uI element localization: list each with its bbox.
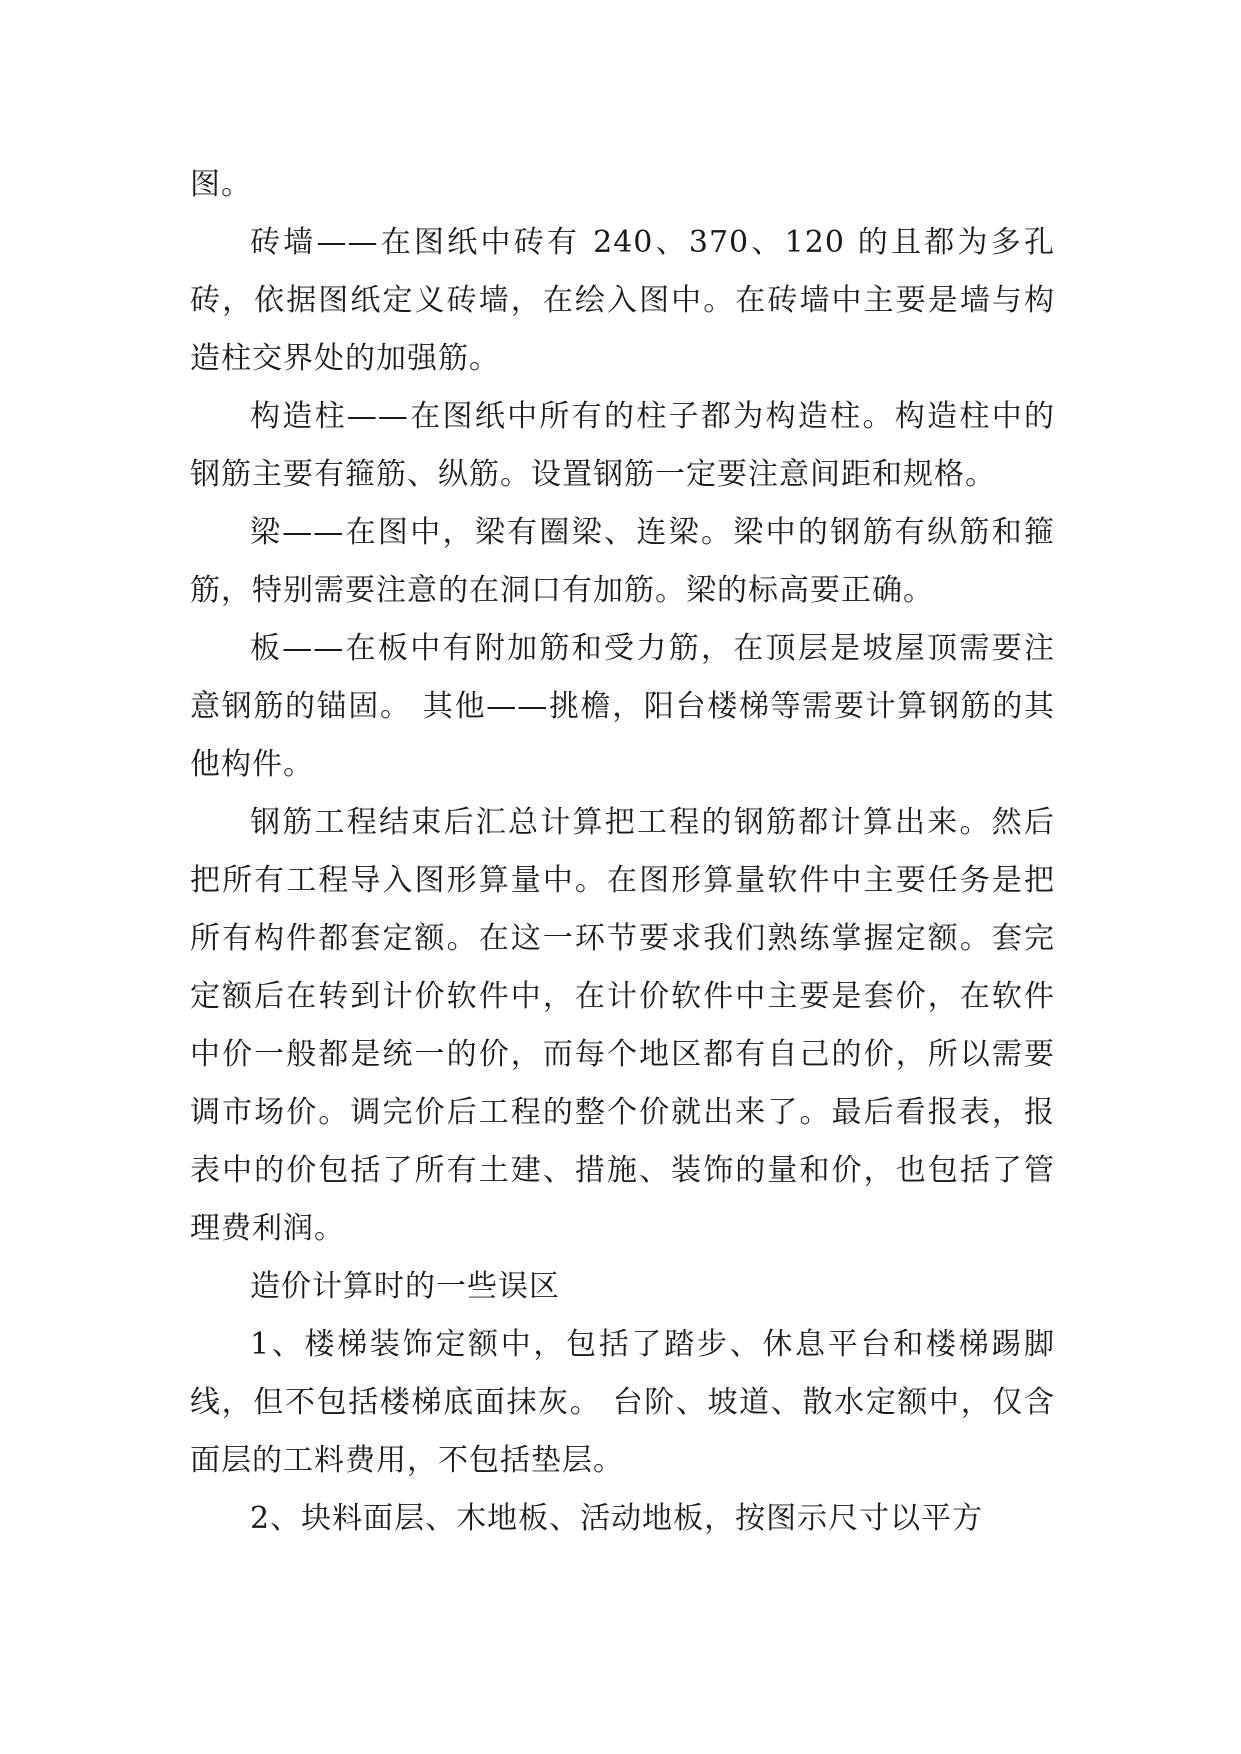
paragraph-rebar-summary: 钢筋工程结束后汇总计算把工程的钢筋都计算出来。然后把所有工程导入图形算量中。在图形算量软件中主要任务是把所有构件都套定额。在这一环节要求我们熟练掌握定额。套完定额后在转到计价软件中，在计价软件中主要是套价，在软件中价一般都是统一的价，而每个地区都有自己的价，所以需要调市场价。调完价后工程的整个价就出来了。最后看报表，报表中的价包括了所有土建、措施、装饰的量和价，也包括了管理费利润。 <box>190 805 1055 1246</box>
paragraph-structural-column: 构造柱——在图纸中所有的柱子都为构造柱。构造柱中的钢筋主要有箍筋、纵筋。设置钢筋一定要注意间距和规格。 <box>190 399 1055 492</box>
paragraph-item-2: 2、块料面层、木地板、活动地板，按图示尺寸以平方 <box>250 1501 984 1536</box>
section-heading: 造价计算时的一些误区 <box>250 1269 560 1304</box>
paragraph-brick-wall: 砖墙——在图纸中砖有 240、370、120 的且都为多孔砖，依据图纸定义砖墙，在绘入图中。在砖墙中主要是墙与构造柱交界处的加强筋。 <box>190 225 1055 376</box>
paragraph-beam: 梁——在图中，梁有圈梁、连梁。梁中的钢筋有纵筋和箍筋，特别需要注意的在洞口有加筋。梁的标高要正确。 <box>190 515 1055 608</box>
paragraph-slab: 板——在板中有附加筋和受力筋，在顶层是坡屋顶需要注意钢筋的锚固。 其他——挑檐，阳台楼梯等需要计算钢筋的其他构件。 <box>190 631 1055 782</box>
paragraph-continuation: 图。 <box>190 167 252 202</box>
paragraph-item-1: 1、楼梯装饰定额中，包括了踏步、休息平台和楼梯踢脚线，但不包括楼梯底面抹灰。 台阶、坡道、散水定额中，仅含面层的工料费用，不包括垫层。 <box>190 1327 1055 1478</box>
document-body <box>190 156 1055 1548</box>
